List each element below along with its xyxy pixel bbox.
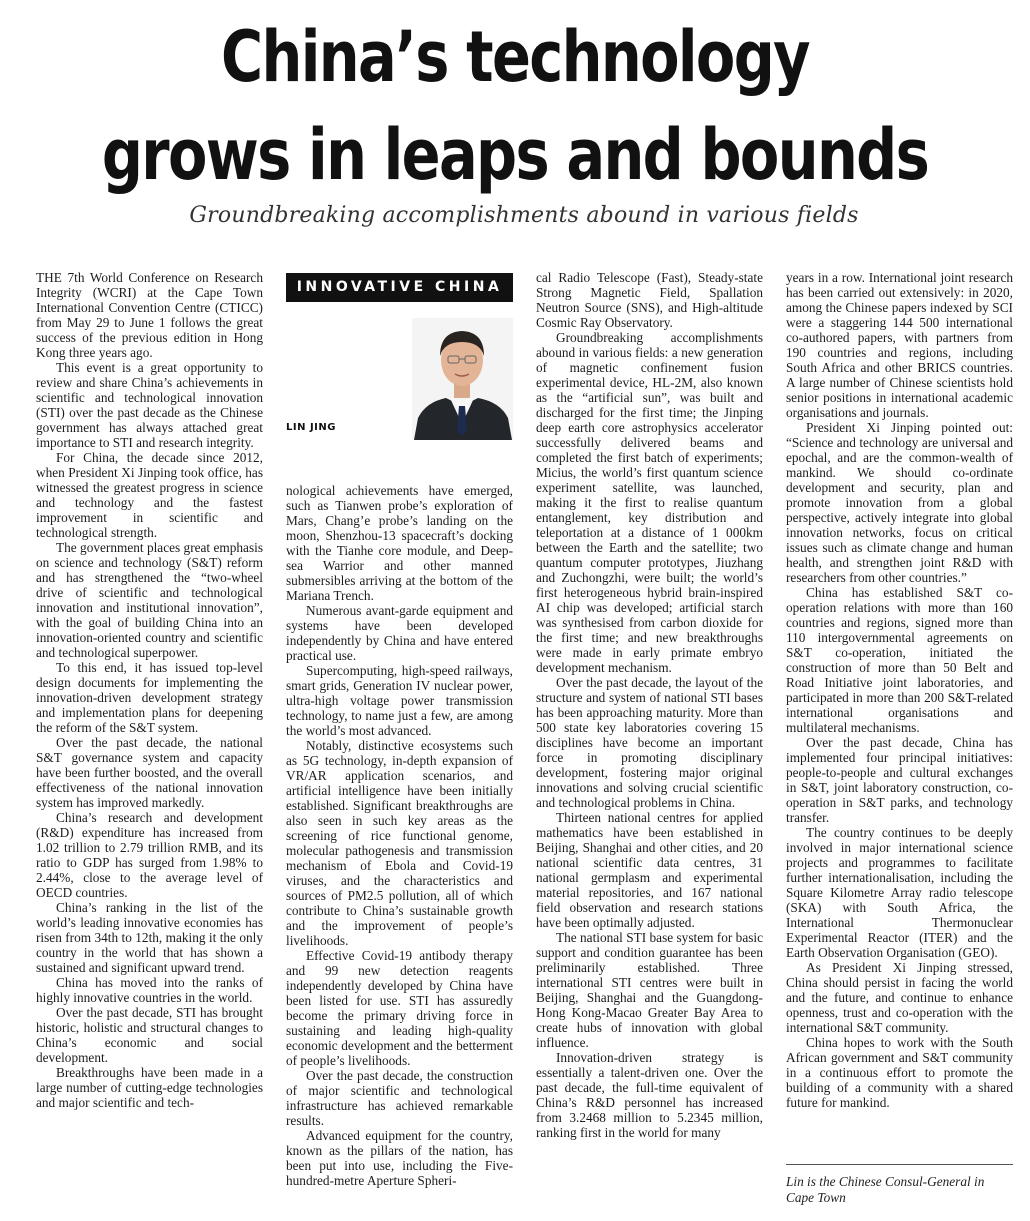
paragraph: To this end, it has issued top-level design documents for implementing the innovation-driven development strategy and implementation plans for deepening the reform of the S&T system. — [36, 660, 263, 735]
author-photo — [412, 318, 513, 440]
paragraph: Effective Covid-19 antibody therapy and 99 new detection reagents independently developed by China have been listed for use. STI has assuredly become the primary driving force in sustaining and leading high-quality economic development and the betterment of people’s livelihoods. — [286, 948, 513, 1068]
subheadline: Groundbreaking accomplishments abound in various fields — [189, 203, 859, 228]
paragraph: As President Xi Jinping stressed, China should persist in facing the world and the future, and continue to enhance openness, trust and co-operation with the international S&T community. — [786, 960, 1013, 1035]
paragraph: China has established S&T co-operation relations with more than 160 countries and regions, signed more than 110 intergovernmental agreements on S&T co-operation, initiated the construction of more than 50 Belt and Road Initiative joint laboratories, and participated in more than 200 S&T-related international organisations and multilateral mechanisms. — [786, 585, 1013, 735]
paragraph: The government places great emphasis on science and technology (S&T) reform and has strengthened the “two-wheel drive of scientific and technological innovation and institutional innovation”, with the goal of building China into an innovation-oriented country and scientific and technological superpower. — [36, 540, 263, 660]
paragraph: China’s ranking in the list of the world’s leading innovative economies has risen from 34th to 12th, making it the only country in the world that has shown a sustained and significant upward trend. — [36, 900, 263, 975]
headline — [93, 8, 938, 204]
author-portrait-image — [412, 318, 513, 440]
paragraph: For China, the decade since 2012, when President Xi Jinping took office, has witnessed the greatest progress in science and technology and the fastest improvement in scientific and technological strength. — [36, 450, 263, 540]
paragraph: Over the past decade, the national S&T governance system and capacity have been further boosted, and the overall effectiveness of the national innovation system has improved markedly. — [36, 735, 263, 810]
paragraph: Supercomputing, high-speed railways, smart grids, Generation IV nuclear power, ultra-high voltage power transmission technology, to name just a few, are among the world’s most advanced. — [286, 663, 513, 738]
paragraph: cal Radio Telescope (Fast), Steady-state Strong Magnetic Field, Spallation Neutron Source (SNS), and High-altitude Cosmic Ray Observatory. — [536, 270, 763, 330]
paragraph: Numerous avant-garde equipment and systems have been developed independently by China and have entered practical use. — [286, 603, 513, 663]
paragraph: THE 7th World Conference on Research Integrity (WCRI) at the Cape Town International Convention Centre (CTICC) from May 29 to June 1 follows the great success of the previous edition in Hong Kong three years ago. — [36, 270, 263, 360]
paragraph: The national STI base system for basic support and condition guarantee has been preliminarily established. Three international STI centres were built in Beijing, Shanghai and the Guangdong-Hong Kong-Macao Greater Bay Area to create hubs of innovation with global influence. — [536, 930, 763, 1050]
paragraph: nological achievements have emerged, such as Tianwen probe’s exploration of Mars, Chang’e probe’s landing on the moon, Shenzhou-13 spacecraft’s docking with the Tianhe core module, and Deep-sea Warrior and other manned submersibles arriving at the bottom of the Mariana Trench. — [286, 483, 513, 603]
paragraph: This event is a great opportunity to review and share China’s achievements in scientific and technological innovation (STI) over the past decade as the Chinese government has always attached great importance to STI and research integrity. — [36, 360, 263, 450]
paragraph: Over the past decade, STI has brought historic, holistic and structural changes to China’s economic and social development. — [36, 1005, 263, 1065]
column-2 — [286, 483, 513, 1188]
paragraph: Groundbreaking accomplishments abound in various fields: a new generation of magnetic confinement fusion experimental device, HL-2M, also known as the “artificial sun”, was built and discharged for the first time; the Jinping deep earth core astrophysics accelerator successfully delivered beams and completed the first batch of experiments; Micius, the world’s first quantum science experiment satellite, was launched, making it the first to realise quantum entanglement, key distribution and teleportation at a distance of 1 000km between the Earth and the satellite; two quantum computer prototypes, Jiuzhang and Zuchongzhi, were built; the world’s first heterogeneous hybrid brain-inspired AI chip was developed; artificial starch was synthesised from carbon dioxide for the first time; and new breakthroughs were made in early primate embryo development mechanism. — [536, 330, 763, 675]
paragraph: Thirteen national centres for applied mathematics have been established in Beijing, Shanghai and other cities, and 20 national scientific data centres, 31 national germplasm and experimental material repositories, and 167 national field observation and research stations have been optimally adjusted. — [536, 810, 763, 930]
paragraph: Innovation-driven strategy is essentially a talent-driven one. Over the past decade, the full-time equivalent of China’s R&D personnel has increased from 3.2468 million to 5.2345 million, ranking first in the world for many — [536, 1050, 763, 1140]
byline-box — [286, 312, 513, 433]
author-note: Lin is the Chinese Consul-General in Cape Town — [786, 1164, 1013, 1206]
column-4 — [786, 270, 1013, 1110]
column-3 — [536, 270, 763, 1140]
headline-line-1: China’s technology — [221, 16, 809, 98]
paragraph: China has moved into the ranks of highly innovative countries in the world. — [36, 975, 263, 1005]
paragraph: President Xi Jinping pointed out: “Science and technology are universal and epochal, and are the common-wealth of mankind. We should co-ordinate development and security, plan and promote innovation from a global perspective, actively integrate into global innovation networks, focus on critical issues such as climate change and human health, and strengthen joint R&D with researchers from other countries.” — [786, 420, 1013, 585]
column-1 — [36, 270, 263, 1110]
paragraph: Breakthroughs have been made in a large number of cutting-edge technologies and major scientific and tech- — [36, 1065, 263, 1110]
paragraph: Over the past decade, the construction of major scientific and technological infrastructure has achieved remarkable results. — [286, 1068, 513, 1128]
byline-name: LIN JING — [286, 422, 336, 433]
paragraph: The country continues to be deeply involved in major international science projects and programmes to facilitate further internationalisation, including the Square Kilometre Array radio telescope (SKA) with South Africa, the International Thermonuclear Experimental Reactor (ITER) and the Earth Observation Organisation (GEO). — [786, 825, 1013, 960]
paragraph: China hopes to work with the South African government and S&T community in a continuous effort to promote the building of a community with a shared future for mankind. — [786, 1035, 1013, 1110]
headline-line-2: grows in leaps and bounds — [101, 114, 929, 196]
section-kicker: INNOVATIVE CHINA — [286, 273, 513, 302]
paragraph: Over the past decade, China has implemented four principal initiatives: people-to-people and cultural exchanges in S&T, joint laboratory construction, co-operation in S&T parks, and technology transfer. — [786, 735, 1013, 825]
paragraph: Advanced equipment for the country, known as the pillars of the nation, has been put into use, including the Five-hundred-metre Aperture Spheri- — [286, 1128, 513, 1188]
paragraph: Notably, distinctive ecosystems such as 5G technology, in-depth expansion of VR/AR application scenarios, and artificial intelligence have been initially established. Significant breakthroughs are also seen in such key areas as the screening of rice functional genome, molecular pathogenesis and transmission mechanism of Ebola and Covid-19 viruses, and the characteristics and sources of PM2.5 pollution, all of which contribute to China’s sustainable growth and the improvement of people’s livelihoods. — [286, 738, 513, 948]
paragraph: Over the past decade, the layout of the structure and system of national STI bases has been approaching maturity. More than 500 state key laboratories covering 15 disciplines have become an important force in promoting disciplinary development, fostering major original innovations and solving crucial scientific and technological problems in China. — [536, 675, 763, 810]
paragraph: China’s research and development (R&D) expenditure has increased from 1.02 trillion to 2.79 trillion RMB, and its ratio to GDP has surged from 1.98% to 2.44%, close to the average level of OECD countries. — [36, 810, 263, 900]
paragraph: years in a row. International joint research has been carried out extensively: in 2020, among the Chinese papers indexed by SCI were a staggering 144 500 international co-authored papers, with partners from 190 countries and regions, including South Africa and other BRICS countries. A large number of Chinese scientists hold senior positions in international academic organisations and journals. — [786, 270, 1013, 420]
